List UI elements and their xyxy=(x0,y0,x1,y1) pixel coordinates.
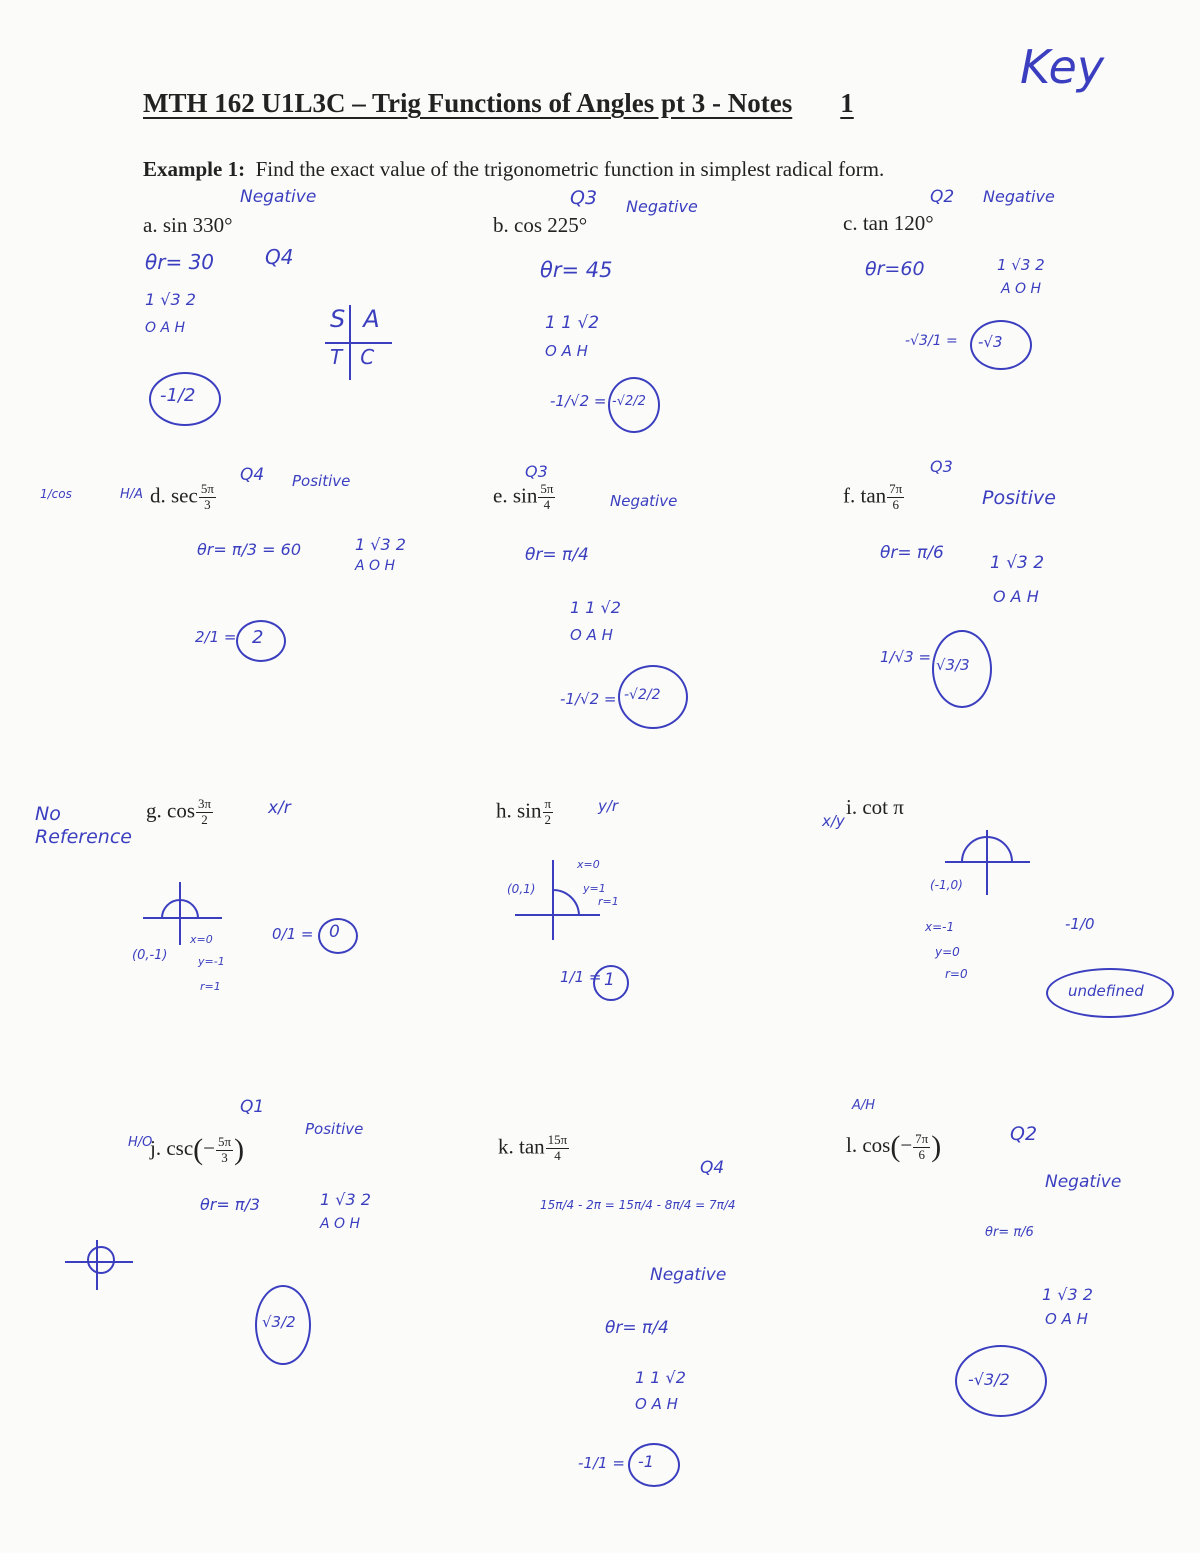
problem-d-answer: 2 xyxy=(252,627,264,648)
problem-k-quadrant: Q4 xyxy=(700,1158,725,1178)
problem-h-ratio: y/r xyxy=(598,797,619,815)
problem-d-quadrant: Q4 xyxy=(240,465,265,485)
problem-f-num: 7π xyxy=(889,481,903,496)
problem-e-letters: O A H xyxy=(570,626,613,644)
problem-l-sign: Negative xyxy=(1045,1172,1122,1192)
problem-g-prefix: g. cos xyxy=(146,798,195,823)
problem-d-den: 3 xyxy=(204,496,211,512)
problem-h-num: π xyxy=(544,796,552,811)
instruction-label: Example 1: xyxy=(143,157,246,181)
problem-g-work: 0/1 = xyxy=(272,925,314,943)
sign-chart-s: S xyxy=(330,305,364,333)
problem-g-x: x=0 xyxy=(190,933,213,946)
problem-g-y: y=-1 xyxy=(198,955,225,968)
problem-i-label: i. cot π xyxy=(846,795,904,819)
problem-i-r: r=0 xyxy=(945,967,968,981)
problem-h-work: 1/1 = xyxy=(560,968,602,986)
problem-i-work: -1/0 xyxy=(1065,915,1095,933)
problem-g-den: 2 xyxy=(201,811,208,827)
problem-b-ref: θr= 45 xyxy=(540,258,613,282)
problem-d-side-note-a: 1/cos xyxy=(40,487,72,501)
problem-j-prefix: j. csc xyxy=(150,1135,194,1160)
problem-c-work: -√3/1 = xyxy=(905,333,958,349)
problem-e-sides: 1 1 √2 xyxy=(570,598,621,617)
problem-g-r: r=1 xyxy=(200,980,221,993)
problem-d-work: 2/1 = xyxy=(195,628,237,646)
problem-j-den: 3 xyxy=(221,1149,228,1165)
problem-i-y: y=0 xyxy=(935,945,960,959)
page-number: 1 xyxy=(840,88,854,118)
problem-h-r: r=1 xyxy=(598,895,619,908)
problem-l-den: 6 xyxy=(918,1146,925,1162)
problem-b-label: b. cos 225° xyxy=(493,213,588,237)
sign-chart-t: T xyxy=(330,345,361,369)
problem-a-ref: θr= 30 xyxy=(145,250,215,274)
problem-h-answer: 1 xyxy=(604,970,615,990)
problem-a-label: a. sin 330° xyxy=(143,213,233,237)
problem-j-letters: A O H xyxy=(320,1216,361,1232)
problem-l-label: l. cos(− $\frac{7\pi}{6}$ ) xyxy=(846,1130,942,1163)
problem-k-work: -1/1 = xyxy=(578,1454,625,1472)
problem-f-ref: θr= π/6 xyxy=(880,543,944,563)
instruction-text: Find the exact value of the trigonometric function in simplest radical form. xyxy=(255,157,885,181)
problem-a-quadrant: Q4 xyxy=(265,245,294,269)
problem-c-label: c. tan 120° xyxy=(843,211,934,235)
problem-f-letters: O A H xyxy=(993,587,1039,606)
problem-i-answer: undefined xyxy=(1068,982,1144,1000)
problem-l-ref: θr= π/6 xyxy=(985,1225,1034,1240)
problem-j-num: 5π xyxy=(218,1133,232,1149)
problem-h-y: y=1 xyxy=(583,882,606,895)
problem-d-sides: 1 √3 2 xyxy=(355,535,406,554)
problem-e-quadrant: Q3 xyxy=(525,462,548,481)
problem-d-ref: θr= π/3 = 60 xyxy=(197,540,301,559)
problem-k-sign: Negative xyxy=(650,1265,727,1285)
problem-c-answer: -√3 xyxy=(978,333,1003,351)
problem-g-point: (0,-1) xyxy=(132,948,168,963)
problem-k-den: 4 xyxy=(554,1147,561,1163)
problem-f-work: 1/√3 = xyxy=(880,648,932,666)
problem-c-sides: 1 √3 2 xyxy=(997,256,1045,274)
problem-c-quadrant: Q2 xyxy=(930,187,955,207)
problem-f-sides: 1 √3 2 xyxy=(990,553,1045,573)
problem-b-letters: O A H xyxy=(545,342,588,360)
problem-b-work: -1/√2 = xyxy=(550,392,607,410)
problem-e-num: 5π xyxy=(540,481,554,496)
problem-h-prefix: h. sin xyxy=(496,798,542,823)
problem-k-prefix: k. tan xyxy=(498,1134,545,1159)
sign-chart-a: A xyxy=(363,305,398,333)
problem-h-x: x=0 xyxy=(577,858,600,871)
problem-e-sign: Negative xyxy=(610,492,678,510)
problem-b-sides: 1 1 √2 xyxy=(545,313,600,333)
problem-h-den: 2 xyxy=(544,811,552,827)
problem-b-answer: -√2/2 xyxy=(612,394,646,409)
problem-b-sign: Negative xyxy=(626,197,698,216)
problem-l-prefix: l. cos xyxy=(846,1132,891,1157)
problem-j-ref: θr= π/3 xyxy=(200,1195,261,1214)
problem-c-letters: A O H xyxy=(1001,281,1042,297)
problem-k-letters: O A H xyxy=(635,1395,678,1413)
problem-k-answer: -1 xyxy=(638,1452,654,1471)
problem-l-side-note: A/H xyxy=(852,1098,876,1113)
problem-i-point: (-1,0) xyxy=(930,878,963,892)
problem-i-x: x=-1 xyxy=(925,920,955,934)
problem-f-prefix: f. tan xyxy=(843,483,887,508)
h-arc xyxy=(553,890,579,915)
problem-k-ref: θr= π/4 xyxy=(605,1318,669,1338)
problem-j-answer: √3/2 xyxy=(262,1313,296,1331)
problem-e-prefix: e. sin xyxy=(493,483,538,508)
problem-i-ratio: x/y xyxy=(822,812,845,830)
problem-a-answer: -1/2 xyxy=(160,385,196,406)
problem-j-sign: Positive xyxy=(305,1120,364,1138)
problem-c-sign: Negative xyxy=(983,187,1055,206)
problem-g-note: No Reference xyxy=(35,803,132,848)
problem-f-den: 6 xyxy=(892,496,899,512)
problem-e-work: -1/√2 = xyxy=(560,690,617,708)
problem-l-quadrant: Q2 xyxy=(1010,1123,1038,1145)
problem-d-prefix: d. sec xyxy=(150,483,198,508)
problem-h-point: (0,1) xyxy=(507,882,536,896)
problem-d-letters: A O H xyxy=(355,558,396,574)
title-text: MTH 162 U1L3C – Trig Functions of Angles pt 3 - Notes xyxy=(143,88,793,118)
problem-e-ref: θr= π/4 xyxy=(525,545,589,565)
j-circle xyxy=(88,1247,114,1273)
problem-a-letters: O A H xyxy=(145,320,186,336)
problem-d-side-note-b: H/A xyxy=(120,487,144,502)
problem-d-num: 5π xyxy=(200,481,214,496)
problem-e-answer: -√2/2 xyxy=(624,687,661,703)
problem-k-sides: 1 1 √2 xyxy=(635,1368,686,1387)
problem-k-num: 15π xyxy=(547,1132,568,1147)
problem-f-answer: √3/3 xyxy=(936,656,970,674)
problem-l-sides: 1 √3 2 xyxy=(1042,1285,1093,1304)
problem-l-letters: O A H xyxy=(1045,1310,1088,1328)
problem-a-sign: Negative xyxy=(240,187,317,207)
problem-k-coterminal: 15π/4 - 2π = 15π/4 - 8π/4 = 7π/4 xyxy=(540,1198,736,1212)
problem-j-label: j. csc(− $\frac{5\pi}{3}$ ) xyxy=(150,1133,245,1166)
problem-f-sign: Positive xyxy=(982,487,1056,509)
problem-c-ref: θr=60 xyxy=(865,258,925,280)
problem-f-quadrant: Q3 xyxy=(930,457,953,476)
problem-d-sign: Positive xyxy=(292,472,351,490)
key-label: Key xyxy=(1020,40,1105,94)
problem-g-num: 3π xyxy=(198,796,212,811)
problem-l-answer: -√3/2 xyxy=(968,1370,1010,1389)
sign-chart-c: C xyxy=(360,345,393,369)
problem-j-side-note: H/O xyxy=(128,1135,153,1150)
problem-j-quadrant: Q1 xyxy=(240,1097,265,1117)
problem-e-den: 4 xyxy=(543,496,551,512)
problem-j-sides: 1 √3 2 xyxy=(320,1190,371,1209)
problem-l-num: 7π xyxy=(915,1130,929,1146)
problem-g-ratio: x/r xyxy=(268,798,291,818)
problem-g-answer: 0 xyxy=(329,922,340,942)
problem-b-quadrant: Q3 xyxy=(570,187,598,209)
problem-a-sides: 1 √3 2 xyxy=(145,290,196,309)
